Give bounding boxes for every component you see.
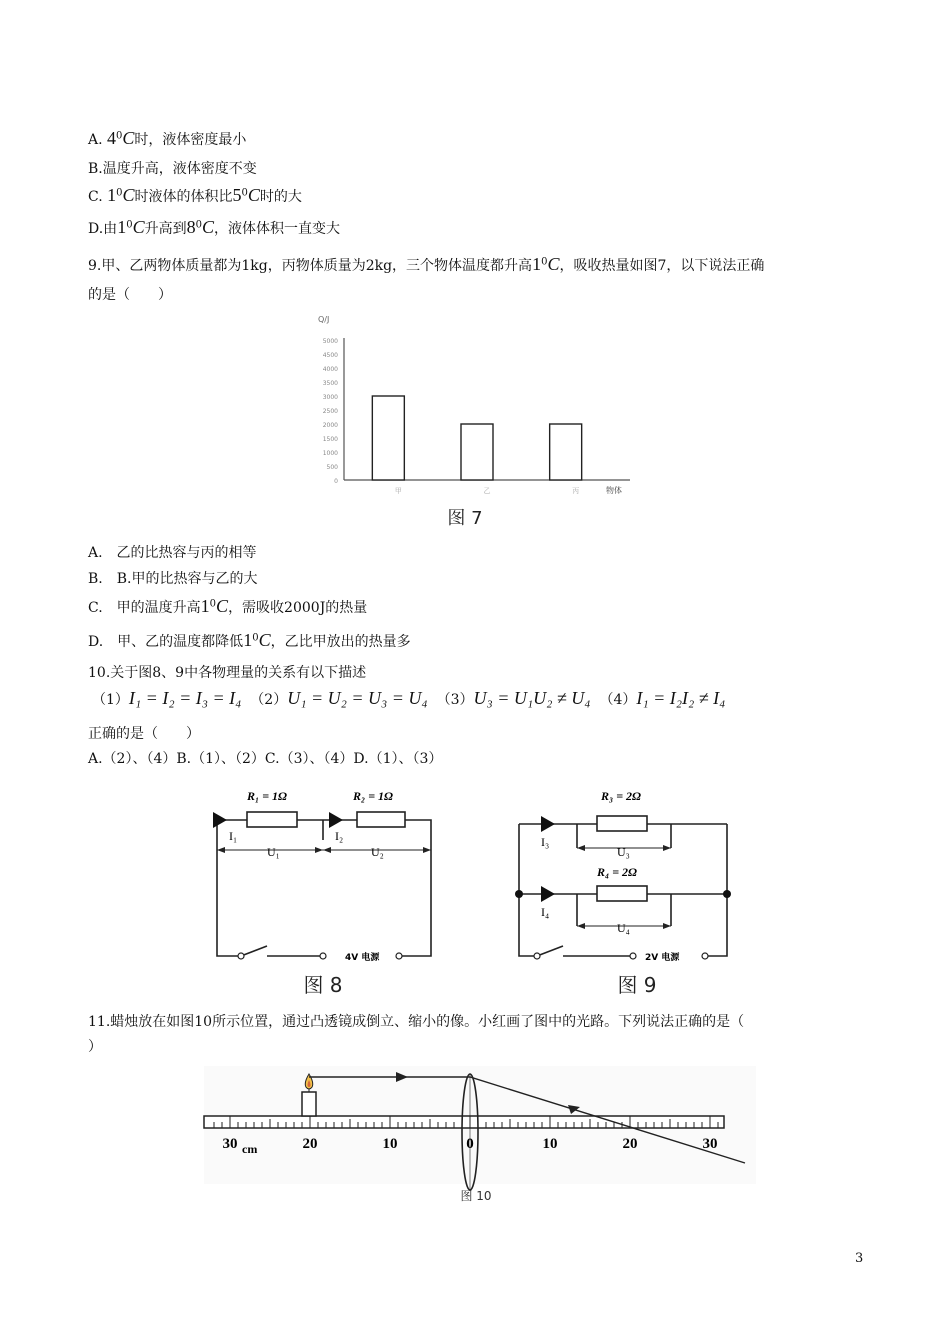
current-arrow-i1 [213,812,227,828]
u4-label: U₄ [617,921,630,935]
ruler-unit: cm [242,1142,258,1156]
r2-label: R₂ = 1Ω [353,789,393,803]
r4-label: R₄ = 2Ω [597,865,637,879]
y-tick-label: 3500 [322,380,338,387]
u1-label: U₁ [267,845,280,859]
ruler-label: 20 [622,1136,638,1152]
ruler-label: 30 [702,1136,718,1152]
q8-option-a: A. $4^0C$时，液体密度最小 [88,128,247,148]
y-tick-label: 2500 [322,408,338,415]
x-category-label: 乙 [483,487,491,495]
q10-prompt: 正确的是（ ） [88,726,200,742]
figure-10-caption: 图 10 [460,1189,492,1203]
y-tick-label: 2000 [322,422,338,429]
q10-options: A.（2）、（4）B.（1）、（2）C.（3）、（4）D.（1）、（3） [88,751,443,767]
bar-甲 [372,396,404,480]
q8-option-c: C. $1^0C$时液体的体积比$5^0C$时的大 [88,185,302,205]
q9-option-b: B. B.甲的比热容与乙的大 [88,571,258,587]
bar-丙 [550,424,582,480]
r1-label: R₁ = 1Ω [247,789,287,803]
y-tick-label: 4500 [322,352,338,359]
ruler-label: 10 [542,1136,558,1152]
x-category-label: 丙 [572,487,580,495]
ruler-label: 0 [466,1136,474,1152]
u2-label: U₂ [371,845,384,859]
y-tick-label: 0 [334,478,338,485]
ruler-label: 20 [302,1136,318,1152]
chart-y-label: Q/J [318,315,330,324]
y-tick-label: 3000 [322,394,338,401]
ruler-label: 10 [382,1136,398,1152]
y-tick-label: 5000 [322,338,338,345]
i2-label: I₂ [335,829,344,843]
current-arrow-i4 [541,886,555,902]
q11-stem: 11.蜡烛放在如图10所示位置，通过凸透镜成倒立、缩小的像。小红画了图中的光路。下列说法正确的是（ [88,1014,745,1030]
q8-option-d: D.由$1^0C$升高到$8^0C$，液体体积一直变大 [88,217,340,237]
y-tick-label: 1000 [322,450,338,457]
r3-label: R₃ = 2Ω [601,789,641,803]
x-category-label: 甲 [394,487,402,495]
page-number: 3 [855,1251,864,1266]
i4-label: I₄ [541,905,550,919]
figure-9-circuit [505,780,745,1002]
current-arrow-i2 [329,812,343,828]
q9-option-d: D. 甲、乙的温度都降低$1^0C$，乙比甲放出的热量多 [88,630,411,650]
q8-option-b: B.温度升高，液体密度不变 [88,161,257,177]
bar-乙 [461,424,493,480]
figure-10-optics [200,1062,760,1212]
q9-option-c: C. 甲的温度升高$1^0C$，需吸收2000J的热量 [88,596,368,616]
q10-relations: （1）I₁ = I₂ = I₃ = I₄ （2）U₁ = U₂ = U₃ = U₄ （3）U₃ = U₁U₂ ≠ U₄ （4）I₁ = I₂I₂ ≠ I₄ [92,688,726,708]
figure-7-bar-chart [300,310,645,540]
current-arrow-i3 [541,816,555,832]
figure-8-caption: 图 8 [303,973,343,997]
figure-9-caption: 图 9 [617,973,657,997]
figure-8-circuit [205,780,445,1002]
q11-stem-cont: ） [88,1039,102,1055]
y-tick-label: 500 [326,464,338,471]
q9-stem-cont: 的是（ ） [88,287,172,303]
y-tick-label: 4000 [322,366,338,373]
source-label: 2V 电源 [645,953,680,963]
chart-x-label: 物体 [606,486,622,495]
i3-label: I₃ [541,835,550,849]
q9-stem: 9.甲、乙两物体质量都为1kg，丙物体质量为2kg，三个物体温度都升高$1^0C$，吸收热量如图7，以下说法正确 [88,254,765,274]
ruler-label: 30 [222,1136,238,1152]
source-label: 4V 电源 [345,953,380,963]
q9-option-a: A. 乙的比热容与丙的相等 [88,545,257,561]
q10-stem: 10.关于图8、9中各物理量的关系有以下描述 [88,665,367,681]
i1-label: I₁ [229,829,238,843]
u3-label: U₃ [617,845,630,859]
y-tick-label: 1500 [322,436,338,443]
chart-title: 图 7 [447,508,483,529]
